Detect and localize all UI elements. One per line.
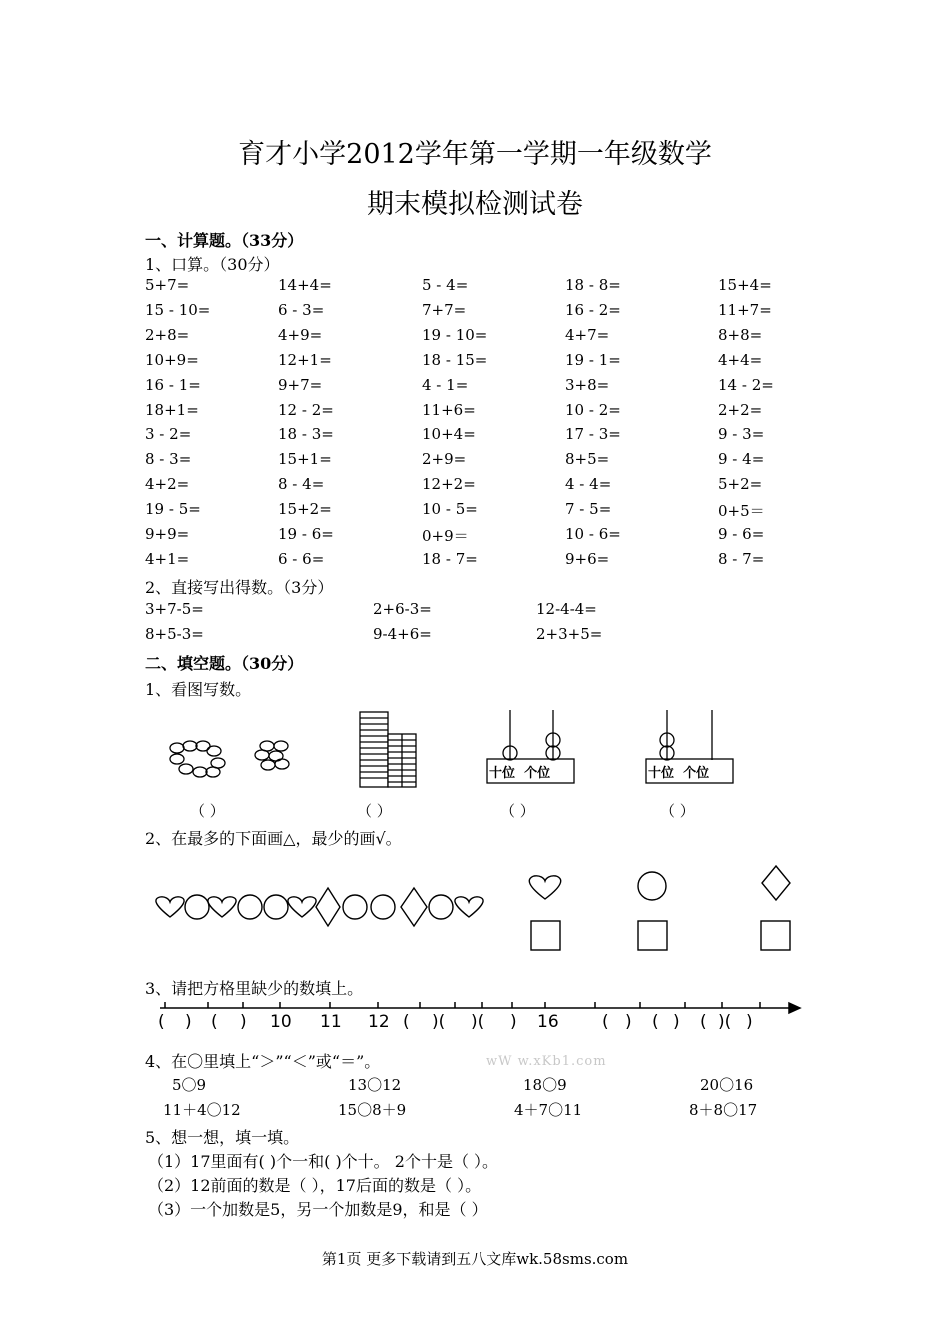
oral-problem: 5+2=	[718, 475, 763, 494]
compare-problem: 15〇8＋9	[338, 1101, 407, 1119]
oral-problem: 4+9=	[278, 325, 323, 344]
oral-problem: 9 - 6=	[718, 525, 765, 543]
numberline-label: )	[240, 1012, 247, 1032]
answer-blank-1[interactable]: （ ）	[190, 802, 225, 820]
oral-problem: 5 - 4=	[422, 276, 469, 294]
diamond-shape	[762, 866, 790, 900]
oral-problem: 4+1=	[145, 549, 190, 568]
q5-item-2: （2）12前面的数是（ ），17后面的数是（ ）。	[148, 1176, 482, 1195]
circle-shape	[429, 895, 453, 919]
numberline-label: 16	[537, 1012, 559, 1032]
page-subtitle: 期末模拟检测试卷	[367, 189, 583, 220]
shapes-row	[156, 888, 483, 926]
stick-bundles	[360, 712, 416, 787]
shape-categories	[529, 866, 790, 950]
oral-problem: 8+8=	[718, 325, 763, 344]
abacus-tens-label: 十位	[648, 766, 675, 781]
numberline-label: (	[403, 1012, 410, 1032]
answer-blank-4[interactable]: （ ）	[660, 802, 695, 820]
oral-problem: 10+9=	[145, 350, 199, 369]
oral-problem: 4 - 1=	[422, 375, 469, 394]
oral-problem: 2+2=	[718, 400, 763, 419]
q-see-picture-label: 1、看图写数。	[145, 680, 252, 699]
oral-problem: 18 - 8=	[565, 276, 621, 294]
oral-problem: 5+7=	[145, 276, 190, 294]
oral-problem: 2+9=	[422, 450, 467, 469]
compare-problem: 5〇9	[172, 1076, 207, 1094]
oral-problem: 10 - 6=	[565, 525, 621, 543]
numberline-label: 10	[270, 1012, 292, 1032]
oral-problem: 18+1=	[145, 400, 199, 419]
oral-problem: 12+1=	[278, 350, 332, 369]
direct-problem: 2+3+5=	[536, 625, 603, 643]
heart-shape	[529, 876, 560, 899]
oral-problem: 8 - 4=	[278, 475, 325, 494]
oral-problem: 12+2=	[422, 475, 476, 494]
oral-problem: 17 - 3=	[565, 425, 621, 444]
oral-problem: 0+5＝	[718, 502, 765, 521]
oral-problem: 8 - 7=	[718, 549, 765, 568]
compare-problem: 4＋7〇11	[514, 1101, 583, 1119]
direct-problem: 9-4+6=	[373, 625, 432, 643]
oral-problem: 3+8=	[565, 375, 610, 394]
numberline-label: )	[510, 1012, 517, 1032]
numberline-label: )	[625, 1012, 632, 1032]
answer-blank-2[interactable]: （ ）	[357, 802, 392, 820]
oral-problem: 10+4=	[422, 425, 476, 444]
oral-problem: 19 - 10=	[422, 325, 488, 344]
oval-cluster-left	[170, 741, 225, 777]
abacus-ones-label: 个位	[683, 766, 710, 781]
oral-problem: 10 - 2=	[565, 400, 621, 419]
oral-problem: 3 - 2=	[145, 425, 192, 444]
numberline-label: )(	[432, 1012, 446, 1032]
oral-problem: 19 - 5=	[145, 500, 201, 519]
oral-problem: 9+7=	[278, 375, 323, 394]
oral-problem: 11+7=	[718, 300, 772, 319]
oral-problem: 4+4=	[718, 350, 763, 369]
oral-problem: 9 - 3=	[718, 425, 765, 444]
answer-box	[638, 921, 667, 950]
circle-shape	[371, 895, 395, 919]
oral-problem: 9+6=	[565, 549, 610, 568]
numberline-label: )(	[471, 1012, 485, 1032]
q-shapes-label: 2、在最多的下面画△，最少的画√。	[145, 829, 402, 848]
numberline-label: (	[211, 1012, 218, 1032]
numberline-label: )	[673, 1012, 680, 1032]
compare-problem: 18〇9	[523, 1076, 567, 1094]
answer-blank-3[interactable]: （ ）	[500, 802, 535, 820]
q1-oral-label: 1、口算。（30分）	[145, 255, 280, 274]
numberline-label: (	[158, 1012, 165, 1032]
q5-item-3: （3）一个加数是5，另一个加数是9，和是（ ）	[148, 1200, 488, 1219]
section-1-heading: 一、计算题。（33分）	[145, 231, 304, 250]
numberline-label: 12	[368, 1012, 390, 1032]
heart-shape	[208, 897, 236, 917]
circle-shape	[185, 895, 209, 919]
numberline-label: )(	[718, 1012, 732, 1032]
heart-shape	[288, 897, 316, 917]
oral-problem: 10 - 5=	[422, 500, 478, 519]
oral-problem: 16 - 2=	[565, 300, 621, 319]
oral-problem: 7+7=	[422, 300, 467, 319]
numberline-label: (	[602, 1012, 609, 1032]
diamond-shape	[316, 888, 340, 926]
page-title: 育才小学2012学年第一学期一年级数学	[238, 139, 712, 170]
oral-problem: 7 - 5=	[565, 500, 612, 519]
abacus-ones-label: 个位	[524, 766, 551, 781]
oral-problem: 8+5=	[565, 450, 610, 469]
abacus-tens-label: 十位	[489, 766, 516, 781]
oral-problem: 15+2=	[278, 500, 332, 519]
oral-problem: 4+7=	[565, 325, 610, 344]
oral-problem: 9 - 4=	[718, 450, 765, 469]
compare-problem: 20〇16	[700, 1076, 754, 1094]
circle-shape	[638, 872, 666, 900]
circle-shape	[343, 895, 367, 919]
oral-problem: 15+4=	[718, 276, 772, 294]
heart-shape	[455, 897, 483, 917]
direct-problem: 8+5-3=	[145, 625, 204, 643]
numberline-label: 11	[320, 1012, 342, 1032]
q-compare-label: 4、在〇里填上“＞”“＜”或“＝”。	[145, 1052, 381, 1071]
oral-problem: 15 - 10=	[145, 300, 211, 319]
diamond-shape	[401, 888, 427, 926]
oral-problem: 19 - 1=	[565, 350, 621, 369]
circle-shape	[264, 895, 288, 919]
oral-problem: 16 - 1=	[145, 375, 201, 394]
section-2-heading: 二、填空题。（30分）	[145, 654, 304, 673]
oral-problem: 18 - 15=	[422, 350, 488, 369]
oral-problem: 18 - 7=	[422, 549, 478, 568]
oral-problem: 4 - 4=	[565, 475, 612, 494]
oral-problem: 18 - 3=	[278, 425, 334, 444]
oral-problem: 19 - 6=	[278, 525, 334, 543]
direct-problem: 2+6-3=	[373, 600, 432, 618]
oral-problem: 14 - 2=	[718, 375, 774, 394]
direct-problem: 3+7-5=	[145, 600, 204, 618]
oral-problem: 9+9=	[145, 525, 190, 543]
oral-problem: 11+6=	[422, 400, 476, 419]
numberline-label: (	[652, 1012, 659, 1032]
oral-problem: 14+4=	[278, 276, 332, 294]
oral-problem: 8 - 3=	[145, 450, 192, 469]
oral-problem: 6 - 3=	[278, 300, 325, 319]
q2-direct-label: 2、直接写出得数。（3分）	[145, 578, 334, 597]
circle-shape	[238, 895, 262, 919]
oral-problem: 12 - 2=	[278, 400, 334, 419]
oral-problem: 4+2=	[145, 475, 190, 494]
oral-problem: 15+1=	[278, 450, 332, 469]
watermark-text: wW w.xKb1.com	[486, 1054, 607, 1069]
oral-problem: 2+8=	[145, 325, 190, 344]
answer-box	[761, 921, 790, 950]
compare-problem: 8＋8〇17	[689, 1101, 758, 1119]
oval-cluster-right	[255, 741, 289, 770]
numberline-label: (	[700, 1012, 707, 1032]
heart-shape	[156, 897, 184, 917]
numberline-label: )	[185, 1012, 192, 1032]
q-think-fill-label: 5、想一想，填一填。	[145, 1128, 300, 1147]
oral-problem: 6 - 6=	[278, 549, 325, 568]
compare-problem: 13〇12	[348, 1076, 402, 1094]
abacus-1-labels	[489, 762, 550, 781]
direct-problem: 12-4-4=	[536, 600, 597, 618]
oral-problem: 0+9＝	[422, 527, 469, 545]
numberline-label: )	[746, 1012, 753, 1032]
page-footer: 第1页 更多下载请到五八文库wk.58sms.com	[321, 1250, 629, 1268]
compare-problem: 11＋4〇12	[163, 1101, 241, 1119]
answer-box	[531, 921, 560, 950]
q5-item-1: （1）17里面有( )个一和( )个十。 2个十是（ ）。	[148, 1152, 499, 1171]
q-numberline-label: 3、请把方格里缺少的数填上。	[145, 979, 364, 998]
abacus-2-labels	[648, 762, 709, 781]
